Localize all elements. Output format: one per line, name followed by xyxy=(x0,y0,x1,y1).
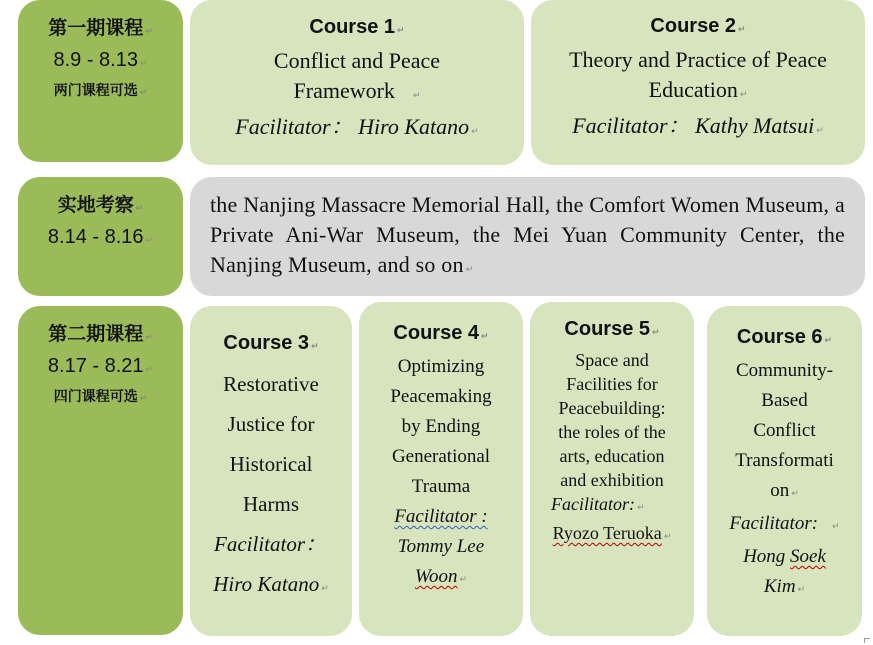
course5-title: Course 5 ↵ xyxy=(564,318,660,340)
course1-facilitator: Facilitator： Hiro Katano ↵ xyxy=(235,114,479,139)
course4-name-line-3: by Ending xyxy=(401,416,481,437)
course1-name-line-1: Conflict and Peace xyxy=(273,48,441,73)
course2-name-line-1: Theory and Practice of Peace xyxy=(569,47,827,72)
course4-name-line-1: Optimizing xyxy=(397,356,485,377)
course6-facilitator-label: Facilitator: ↵ xyxy=(729,513,840,534)
course4-facilitator-last: Woon ↵ xyxy=(414,566,468,587)
course3-name-line-1: Restorative xyxy=(223,372,319,396)
course6-title: Course 6 ↵ xyxy=(736,326,833,348)
phase2-title: 第二期课程 ↵ xyxy=(48,323,153,345)
course3-card xyxy=(190,306,352,636)
course6-facilitator-name: Hong Soek xyxy=(743,546,826,567)
course6-name-line-4: Transformati xyxy=(735,450,834,471)
course2-facilitator: Facilitator： Kathy Matsui ↵ xyxy=(572,113,824,138)
field-trip-label xyxy=(18,191,183,255)
phase1-label-box xyxy=(18,0,183,162)
course6-name-line-2: Based xyxy=(761,390,808,411)
course3-name-line-2: Justice for xyxy=(227,412,315,436)
course2-card xyxy=(531,0,865,165)
field-trip-label-box xyxy=(18,177,183,296)
course5-name-line-3: Peacebuilding: xyxy=(558,398,666,418)
phase2-note: 四门课程可选 ↵ xyxy=(53,389,148,405)
field-trip-dates: 8.14 - 8.16 ↵ xyxy=(47,226,154,248)
course5-card xyxy=(530,302,694,636)
course3-facilitator-name: Hiro Katano ↵ xyxy=(213,572,329,596)
course3-title: Course 3 ↵ xyxy=(223,332,319,354)
phase1-title: 第一期课程 ↵ xyxy=(48,17,153,39)
course4-title: Course 4 ↵ xyxy=(393,322,489,344)
course4-name-line-2: Peacemaking xyxy=(390,386,492,407)
phase2-label xyxy=(18,320,183,412)
course6-name-line-3: Conflict xyxy=(753,420,816,441)
course4-facilitator-label: Facilitator : xyxy=(394,506,488,527)
course4-name-line-5: Trauma xyxy=(411,476,471,497)
phase1-note: 两门课程可选 ↵ xyxy=(53,83,148,99)
phase1-label xyxy=(18,14,183,106)
course5-name-line-6: and exhibition xyxy=(560,470,664,490)
course6-card xyxy=(707,306,862,636)
page-corner-mark xyxy=(864,638,870,643)
field-trip-card xyxy=(190,177,865,296)
phase1-dates: 8.9 - 8.13 ↵ xyxy=(53,49,148,71)
course6-name-line-1: Community- xyxy=(735,360,834,381)
course4-card xyxy=(359,302,523,636)
course4-name-line-4: Generational xyxy=(391,446,491,467)
course6-name-line-5: on ↵ xyxy=(770,480,799,501)
field-trip-title: 实地考察 ↵ xyxy=(57,194,144,216)
course1-card xyxy=(190,0,524,165)
course5-facilitator-label: Facilitator: ↵ xyxy=(551,494,645,514)
course3-facilitator-label: Facilitator： xyxy=(214,532,326,556)
field-trip-text: the Nanjing Massacre Memorial Hall, the Comfort Women Museum, a Private Ani-War Museum, the Mei Yuan Community Center, the Nanjing Museum, and so on ↵ xyxy=(210,192,845,277)
course1-title: Course 1 ↵ xyxy=(309,16,405,38)
course5-name-line-4: the roles of the xyxy=(558,422,666,442)
course3-name-line-3: Historical xyxy=(229,452,313,476)
course5-facilitator-name: Ryozo Teruoka ↵ xyxy=(552,523,672,543)
course5-name-line-1: Space and xyxy=(575,350,649,370)
phase2-label-box xyxy=(18,306,183,635)
phase2-dates: 8.17 - 8.21 ↵ xyxy=(47,355,154,377)
course2-name-line-2: Education ↵ xyxy=(648,77,748,102)
course1-name-line-2: Framework ↵ xyxy=(293,78,421,103)
course6-facilitator-last: Kim ↵ xyxy=(763,576,806,597)
course3-name-line-4: Harms xyxy=(243,492,299,516)
course2-title: Course 2 ↵ xyxy=(650,15,746,37)
course5-name-line-2: Facilities for xyxy=(566,374,658,394)
course5-name-line-5: arts, education xyxy=(559,446,665,466)
course4-facilitator-first: Tommy Lee xyxy=(397,536,485,557)
